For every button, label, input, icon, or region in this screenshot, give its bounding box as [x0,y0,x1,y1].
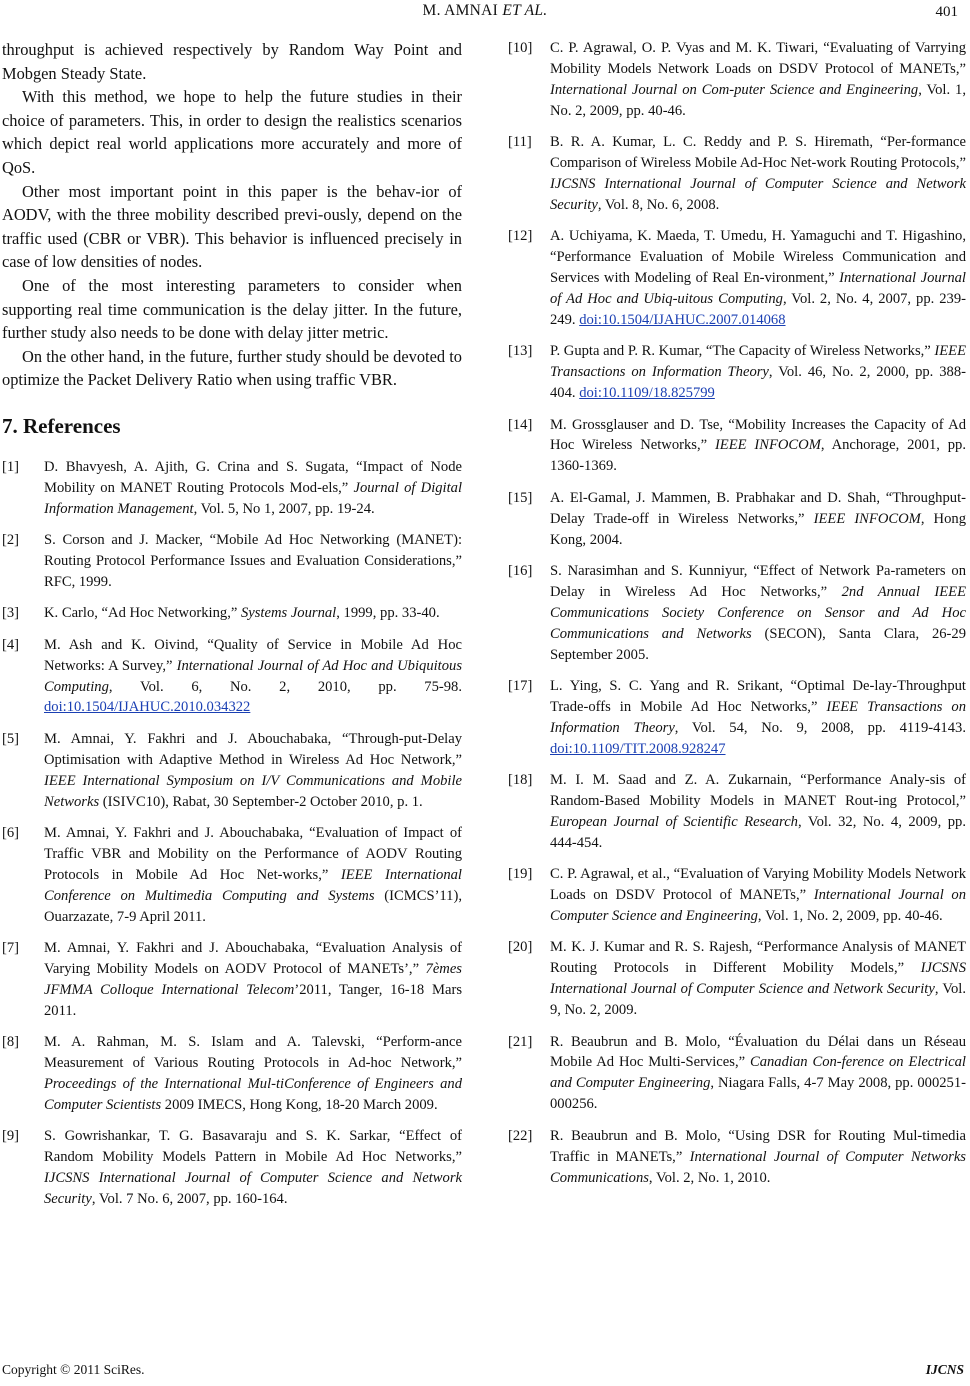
reference-item [2,603,462,624]
reference-number: [8] [2,1034,20,1051]
reference-text [44,938,462,1022]
paragraph-3: Other most important point in this paper is the behav-ior of AODV, with the three mobility described previ-ously, depend on the traffic used (CBR or VBR). This behavior is influenced precisely in case of low densities of nodes. [2,181,462,272]
running-head-authors: M. AMNAI [422,2,499,19]
reference-text [44,530,462,593]
reference-authors-title: M. Ash and K. Oivind, “Quality of Service in Mobile Ad Hoc Networks: A Survey,” [44,636,462,674]
reference-details: , Vol. 8, No. 6, 2008. [597,196,720,213]
reference-details: (ISIVC10), Rabat, 30 September-2 October 2010, p. 1. [99,793,423,810]
reference-text [550,676,966,760]
reference-number: [17] [508,677,533,694]
reference-text [44,823,462,928]
reference-item [2,635,462,719]
reference-details: , Vol. 32, No. 4, 2009, pp. 444-454. [550,813,967,851]
reference-item [2,1126,462,1210]
reference-details: ’2011, Tanger, 16-18 Mars 2011. [44,981,462,1019]
reference-authors-title: K. Carlo, “Ad Hoc Networking,” [44,605,241,622]
reference-item [2,823,462,928]
reference-item [508,132,966,216]
reference-details: , 1999, pp. 33-40. [336,605,440,622]
reference-details: , Vol. 6, No. 2, 2010, pp. 75-98. [108,678,462,695]
paragraph-5: On the other hand, in the future, further study should be devoted to optimize the Packet Delivery Ratio when using traffic VBR. [2,346,462,390]
reference-authors-title: M. K. J. Kumar and R. S. Rajesh, “Performance Analysis of MANET Routing Protocols in Different Mobility Models,” [550,939,966,977]
reference-number: [3] [2,605,20,622]
reference-details: , Hong Kong, 2004. [550,510,966,548]
reference-text [44,1032,462,1116]
reference-details: , Vol. 5, No 1, 2007, pp. 19-24. [193,500,375,517]
reference-details: (ICMCS’11), Ouarzazate, 7-9 April 2011. [44,887,462,925]
reference-details: , Vol. 2, No. 4, 2007, pp. 239-249. [550,290,966,328]
reference-item [2,530,462,593]
reference-text [550,864,966,927]
reference-number: [12] [508,228,533,245]
reference-item [2,457,462,520]
reference-details: , Vol. 9, No. 2, 2009. [550,981,966,1019]
reference-text [550,1032,966,1116]
reference-authors-title: S. Narasimhan and S. Kunniyur, “Effect of Network Pa-rameters on Delay in Wireless Ad Hoc Networks,” [550,562,966,600]
reference-number: [10] [508,40,533,56]
reference-details: , Vol. 7 No. 6, 2007, pp. 160-164. [91,1191,288,1207]
doi-link[interactable]: doi:10.1109/TIT.2008.928247 [550,740,726,757]
reference-item [508,676,966,760]
reference-authors-title: S. Gowrishankar, T. G. Basavaraju and S. K. Sarkar, “Effect of Random Mobility Models Pattern in Mobile Ad Hoc Networks,” [44,1128,462,1166]
left-column [2,38,462,1220]
reference-item [508,1126,966,1189]
reference-authors-title: B. R. A. Kumar, L. C. Reddy and P. S. Hiremath, “Per-formance Comparison of Wireless Mobile Ad-Hoc Net-work Routing Protocols,” [550,134,966,172]
running-head-et-al: ET AL. [502,2,548,19]
reference-text [550,415,966,478]
reference-number: [7] [2,940,20,957]
reference-venue: Systems Journal [240,605,337,622]
page-number: 401 [935,4,958,20]
paragraph-1: throughput is achieved respectively by Random Way Point and Mobgen Steady State. [2,40,462,83]
reference-text [44,635,462,719]
reference-details: , Vol. 1, No. 2, 2009, pp. 40-46. [757,908,943,925]
reference-number: [15] [508,489,533,506]
reference-number: [1] [2,458,20,475]
paragraph-2: With this method, we hope to help the future studies in their choice of parameters. This, in order to design the realistics scenarios which depict real world applications more accurately and more of QoS. [2,87,462,177]
reference-authors-title: C. P. Agrawal, et al., “Evaluation of Varying Mobility Models Network Loads on DSDV Protocol of MANETs,” [550,866,966,904]
reference-details: 2009 IMECS, Hong Kong, 18-20 March 2009. [161,1096,438,1113]
right-column [508,38,966,1199]
reference-venue: IJCSNS International Journal of Computer Science and Network Security [550,175,966,213]
doi-link[interactable]: doi:10.1504/IJAHUC.2010.034322 [44,699,251,716]
reference-venue: IEEE Transactions on Information Theory [550,698,966,736]
reference-authors-title: M. Grossglauser and D. Tse, “Mobility Increases the Capacity of Ad Hoc Wireless Networks,” [550,416,966,454]
reference-authors-title: M. I. M. Saad and Z. A. Zukarnain, “Performance Analy-sis of Random-Based Mobility Models in MANET Rout-ing Protocol,” [550,772,966,809]
doi-link[interactable]: doi:10.1504/IJAHUC.2007.014068 [579,311,786,328]
reference-item [2,729,462,813]
reference-venue: IEEE INFOCOM [813,510,921,527]
reference-authors-title: M. Amnai, Y. Fakhri and J. Abouchabaka, “Evaluation Analysis of Varying Mobility Models on AODV Protocol of MANETs’,” [44,940,462,977]
reference-number: [22] [508,1127,533,1144]
footer-copyright: Copyright © 2011 SciRes. [2,1362,145,1377]
reference-list-left [2,457,462,1210]
reference-item [508,770,966,854]
reference-venue: International Journal of Computer Networks Communications [550,1148,966,1186]
reference-text [550,770,966,854]
reference-text [44,1126,462,1210]
reference-venue: International Journal on Com-puter Science and Engineering [550,81,919,98]
reference-number: [4] [2,636,20,653]
reference-number: [2] [2,532,20,549]
reference-number: [20] [508,939,533,956]
reference-text [550,38,966,122]
reference-authors-title: C. P. Agrawal, O. P. Vyas and M. K. Tiwari, “Evaluating of Varrying Mobility Models Network Loads on DSDV Protocol of MANETs,” [550,40,966,77]
reference-venue: IJCSNS International Journal of Computer Science and Network Security [44,1170,462,1207]
reference-number: [9] [2,1128,20,1145]
reference-venue: International Journal on Computer Science and Engineering [550,887,967,925]
reference-authors-title: S. Corson and J. Macker, “Mobile Ad Hoc Networking (MANET): Routing Protocol Performance Issues and Evaluation Considerations,” RFC, 1999. [44,532,462,590]
reference-venue: 2nd Annual IEEE Communications Society Conference on Sensor and Ad Hoc Communications and Networks [550,583,966,642]
reference-authors-title: L. Ying, S. C. Yang and R. Srikant, “Optimal De-lay-Throughput Trade-offs in Mobile Ad Hoc Networks,” [550,677,966,715]
reference-venue: IEEE Transactions on Information Theory [550,343,967,381]
reference-text [44,603,462,624]
running-head [0,2,970,24]
reference-details: , Vol. 2, No. 1, 2010. [648,1169,771,1186]
reference-number: [19] [508,866,533,883]
reference-text [44,457,462,520]
reference-text [550,226,966,331]
reference-text [550,132,966,216]
paragraph-4: One of the most interesting parameters to consider when supporting real time communication is the delay jitter. In the future, further study also needs to be done with delay jitter metric. [2,275,462,343]
reference-text [550,937,966,1021]
reference-item [508,864,966,927]
reference-venue: Journal of Digital Information Management [44,479,463,517]
reference-text [550,341,966,404]
reference-authors-title: M. A. Rahman, M. S. Islam and A. Talevski, “Perform-ance Measurement of Various Routing Protocols in Ad-hoc Network,” [44,1034,462,1072]
reference-item [508,415,966,478]
reference-details: , Vol. 46, No. 2, 2000, pp. 388-404. [550,364,967,402]
reference-authors-title: R. Beaubrun and B. Molo, “Using DSR for Routing Mul-timedia Traffic in MANETs,” [550,1127,966,1165]
reference-number: [6] [2,825,20,841]
reference-list-right [508,38,966,1188]
reference-item [508,937,966,1021]
reference-venue: IEEE International Symposium on I/V Communications and Mobile Networks [44,772,462,810]
reference-details: , Anchorage, 2001, pp. 1360-1369. [550,437,966,475]
reference-details: , Niagara Falls, 4-7 May 2008, pp. 000251-000256. [550,1075,966,1113]
reference-venue: Canadian Con-ference on Electrical and Computer Engineering [550,1054,966,1092]
reference-venue: IEEE INFOCOM [714,437,821,454]
reference-details: , Vol. 54, No. 9, 2008, pp. 4119-4143. [674,719,966,736]
reference-authors-title: M. Amnai, Y. Fakhri and J. Abouchabaka, “Through-put-Delay Optimisation with Adaptive Method in Wireless Ad Hoc Network,” [44,730,462,768]
reference-item [508,341,966,404]
reference-number: [16] [508,562,533,579]
footer-journal: IJCNS [925,1362,964,1377]
reference-item [508,561,966,666]
reference-venue: IEEE International Conference on Multimedia Computing and Systems [44,866,462,904]
reference-number: [18] [508,772,533,789]
reference-venue: IJCSNS International Journal of Computer Science and Network Security [550,960,966,998]
reference-authors-title: P. Gupta and P. R. Kumar, “The Capacity of Wireless Networks,” [550,343,935,360]
reference-authors-title: A. El-Gamal, J. Mammen, B. Prabhakar and D. Shah, “Throughput-Delay Trade-off in Wireless Networks,” [550,489,966,527]
reference-text [44,729,462,813]
reference-item [2,938,462,1022]
doi-link[interactable]: doi:10.1109/18.825799 [579,385,715,402]
reference-authors-title: D. Bhavyesh, A. Ajith, G. Crina and S. Sugata, “Impact of Node Mobility on MANET Routing Protocols Mod-els,” [44,458,462,496]
reference-details: (SECON), Santa Clara, 26-29 September 2005. [550,625,967,663]
reference-details: , Vol. 1, No. 2, 2009, pp. 40-46. [550,81,966,119]
reference-item [2,1032,462,1116]
references-heading: 7. References [2,413,121,438]
reference-authors-title: R. Beaubrun and B. Molo, “Évaluation du Délai dans un Réseau Mobile Ad Hoc Multi-Services,” [550,1033,966,1071]
reference-venue: European Journal of Scientific Research [550,813,798,830]
running-head-title [0,2,970,20]
reference-number: [21] [508,1033,533,1050]
reference-venue: Proceedings of the International Mul-tiConference of Engineers and Computer Scientists [44,1075,462,1113]
reference-text [550,488,966,551]
reference-authors-title: A. Uchiyama, K. Maeda, T. Umedu, H. Yamaguchi and T. Higashino, “Performance Evaluation of Mobile Wireless Communication and Services with Modeling of Real En-vironment,” [550,228,966,287]
reference-number: [5] [2,730,20,747]
reference-text [550,1126,966,1189]
reference-item [508,488,966,551]
reference-venue: 7èmes JFMMA Colloque International Telecom [44,960,462,998]
reference-number: [14] [508,416,533,433]
reference-number: [13] [508,343,533,360]
reference-item [508,38,966,122]
reference-item [508,1032,966,1116]
reference-venue: International Journal of Ad Hoc and Ubiquitous Computing [44,657,462,695]
reference-authors-title: M. Amnai, Y. Fakhri and J. Abouchabaka, “Evaluation of Impact of Traffic VBR and Mobility on the Performance of AODV Routing Protocols in Mobile Ad Hoc Net-works,” [44,825,462,883]
reference-number: [11] [508,134,532,151]
reference-venue: International Journal of Ad Hoc and Ubiq-uitous Computing [550,270,966,307]
reference-text [550,561,966,666]
reference-item [508,226,966,331]
